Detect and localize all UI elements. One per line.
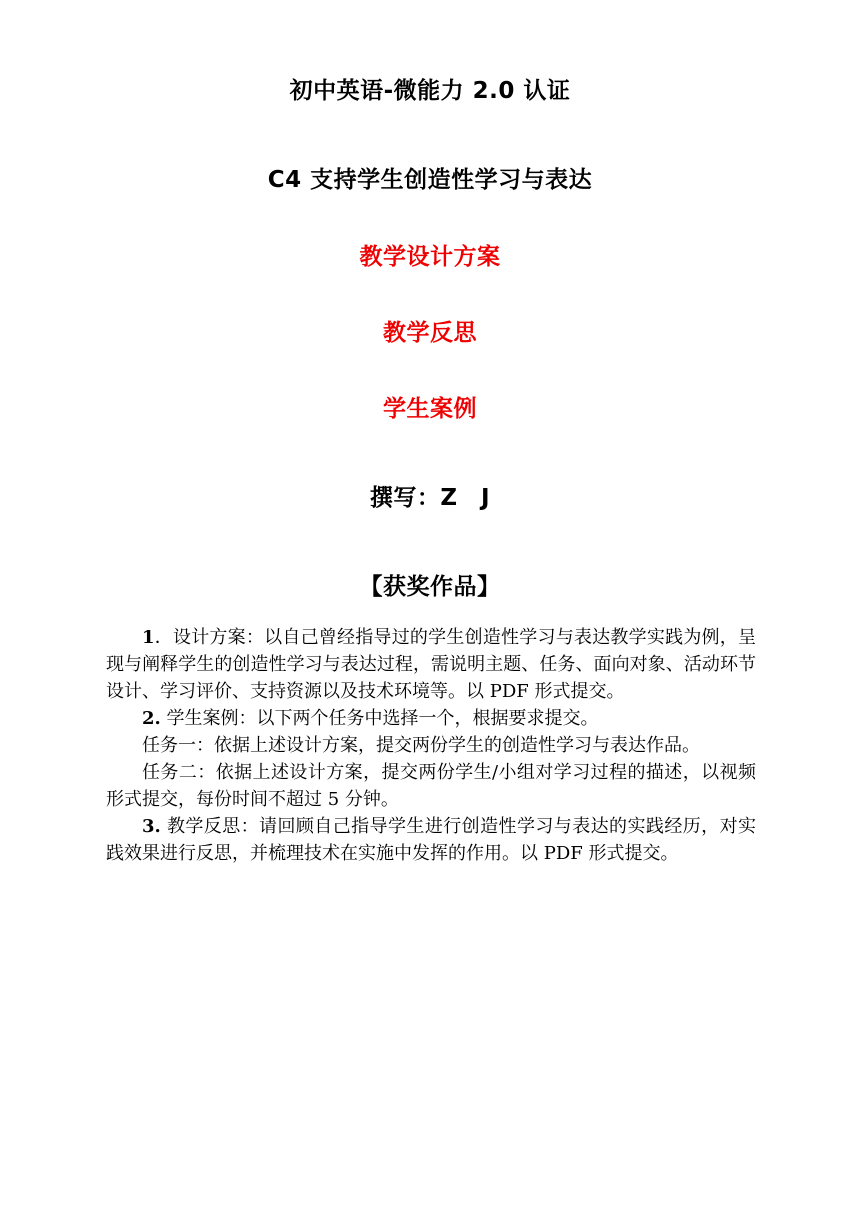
requirement-paragraph-cases: [106, 705, 756, 732]
paragraph-text: 学生案例：以下两个任务中选择一个，根据要求提交。: [160, 708, 599, 729]
item-number: 3.: [142, 816, 161, 837]
section-heading-design: 教学设计方案: [359, 244, 501, 270]
author-line: 撰写：Z J: [369, 485, 491, 511]
requirement-paragraph-design: [106, 624, 756, 705]
paragraph-text: 任务一：依据上述设计方案，提交两份学生的创造性学习与表达作品。: [142, 735, 700, 756]
award-label: 【获奖作品】: [359, 574, 501, 600]
paragraph-text: 教学反思：请回顾自己指导学生进行创造性学习与表达的实践经历，对实践效果进行反思，并梳理技术在实施中发挥的作用。以 PDF 形式提交。: [106, 816, 756, 864]
section-heading-cases: 学生案例: [383, 396, 477, 422]
document-subtitle: C4 支持学生创造性学习与表达: [267, 167, 593, 193]
item-number: 2.: [142, 708, 161, 729]
requirements-body: [106, 624, 756, 867]
paragraph-text: ．设计方案：以自己曾经指导过的学生创造性学习与表达教学实践为例，呈现与阐释学生的创造性学习与表达过程，需说明主题、任务、面向对象、活动环节设计、学习评价、支持资源以及技术环境等。以 PDF 形式提交。: [106, 627, 756, 702]
item-number: 1: [142, 627, 155, 648]
section-heading-reflection: 教学反思: [383, 320, 477, 346]
requirement-paragraph-reflection: [106, 813, 756, 867]
paragraph-text: 任务二：依据上述设计方案，提交两份学生/小组对学习过程的描述，以视频形式提交，每份时间不超过 5 分钟。: [106, 762, 756, 810]
document-title: 初中英语-微能力 2.0 认证: [289, 78, 571, 104]
requirement-paragraph-task1: [106, 732, 756, 759]
requirement-paragraph-task2: [106, 759, 756, 813]
